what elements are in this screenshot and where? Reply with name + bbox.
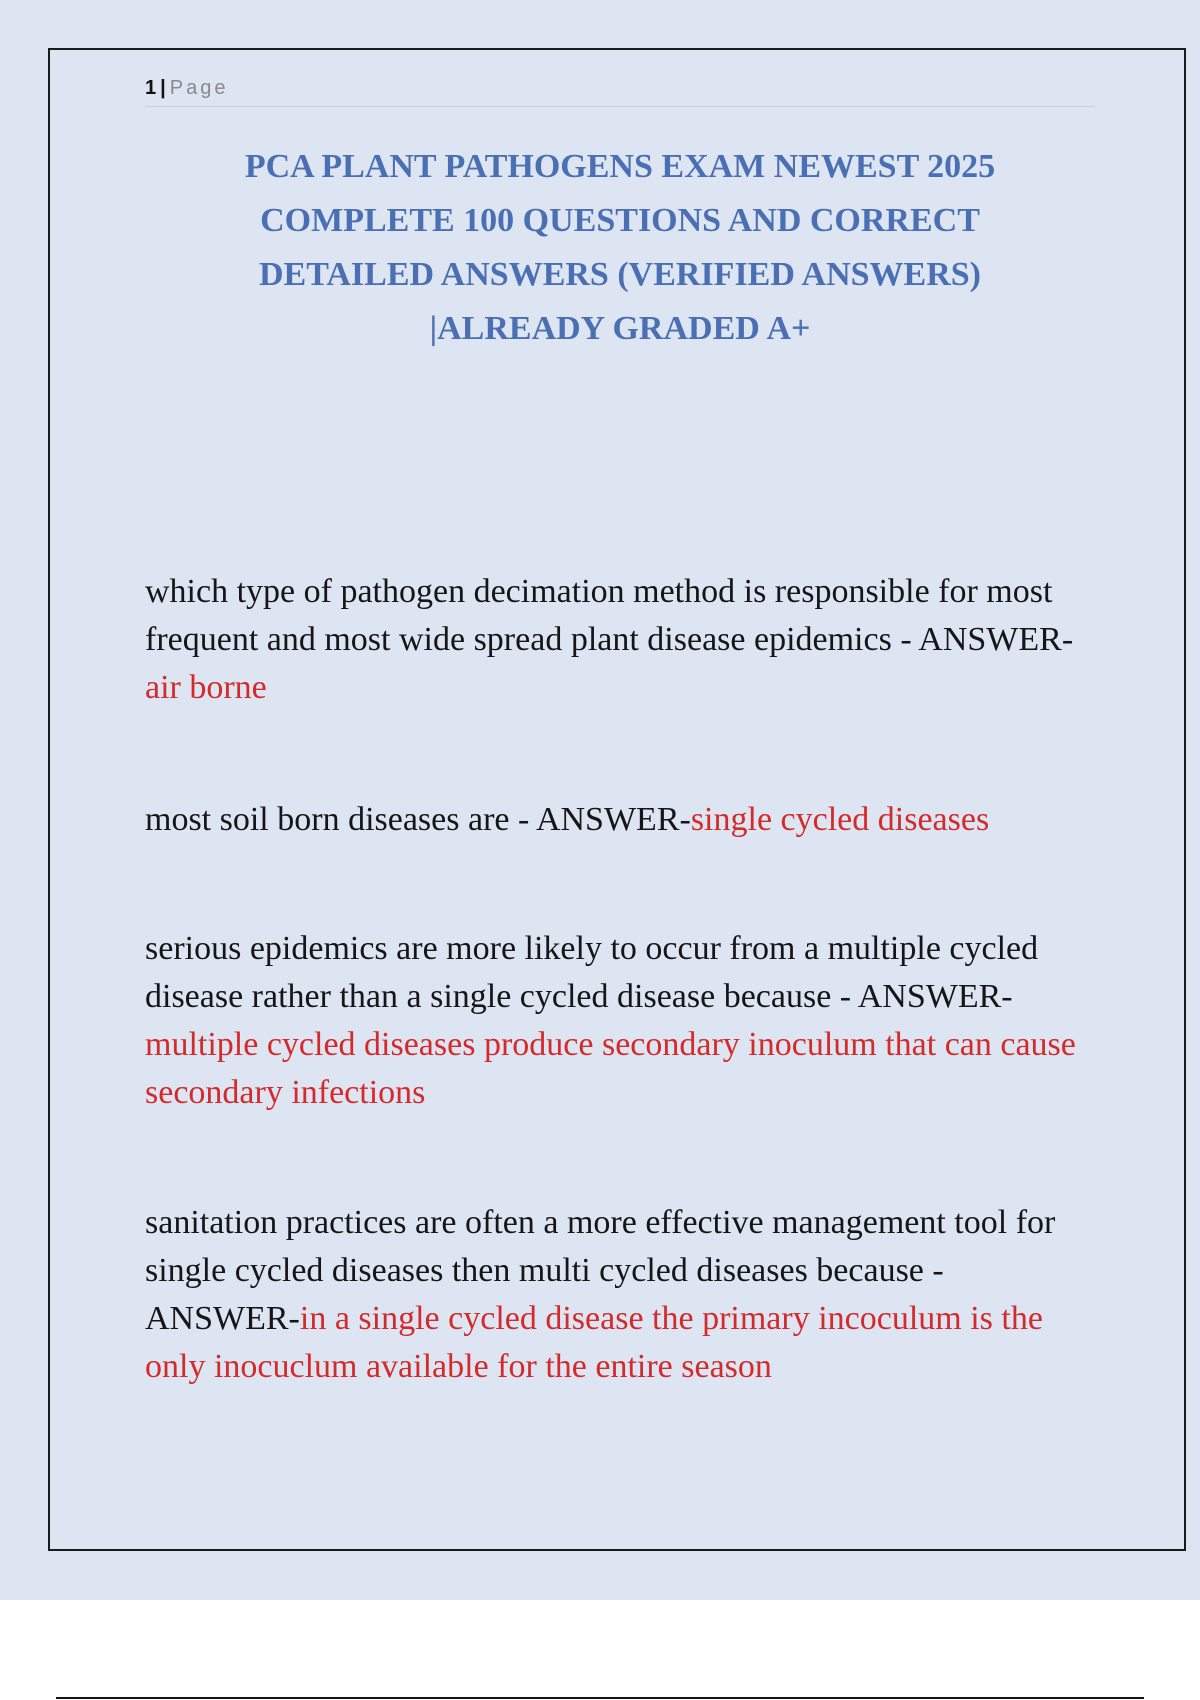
answer-prefix: ANSWER- xyxy=(857,978,1013,1015)
title-line: PCA PLANT PATHOGENS EXAM NEWEST 2025 xyxy=(244,148,996,185)
page-label: Page xyxy=(169,77,229,99)
answer-text: air borne xyxy=(145,669,267,706)
qa-item xyxy=(145,1199,1095,1391)
question-text: serious epidemics are more likely to occur from a multiple cycled disease rather than a single cycled disease because - xyxy=(145,930,1039,1015)
qa-item xyxy=(145,568,1095,712)
answer-prefix: ANSWER- xyxy=(918,621,1074,658)
question-text: which type of pathogen decimation method is responsible for most frequent and most wide spread plant disease epidemics - xyxy=(145,573,1053,658)
answer-prefix: ANSWER- xyxy=(535,801,691,838)
qa-item xyxy=(145,925,1095,1117)
qa-item xyxy=(145,796,1095,844)
page-number: 1 xyxy=(145,77,157,99)
footer-divider xyxy=(56,1697,1144,1699)
question-text: sanitation practices are often a more effective management tool for single cycled diseases then multi cycled diseases because - xyxy=(145,1204,1056,1289)
page-header xyxy=(145,74,1095,107)
answer-text: single cycled diseases xyxy=(690,801,990,838)
title-line: COMPLETE 100 QUESTIONS AND CORRECT xyxy=(260,202,980,239)
answer-text: multiple cycled diseases produce secondary inoculum that can cause secondary infections xyxy=(145,1026,1076,1111)
document-title xyxy=(145,140,1095,356)
answer-prefix: ANSWER- xyxy=(145,1300,300,1337)
title-line: DETAILED ANSWERS (VERIFIED ANSWERS) xyxy=(258,256,982,293)
page-header-separator: | xyxy=(160,77,166,99)
question-text: most soil born diseases are - xyxy=(145,801,536,838)
title-line: |ALREADY GRADED A+ xyxy=(429,310,811,347)
answer-text: in a single cycled disease the primary incoculum is the only inocuclum available for the entire season xyxy=(145,1300,1043,1385)
